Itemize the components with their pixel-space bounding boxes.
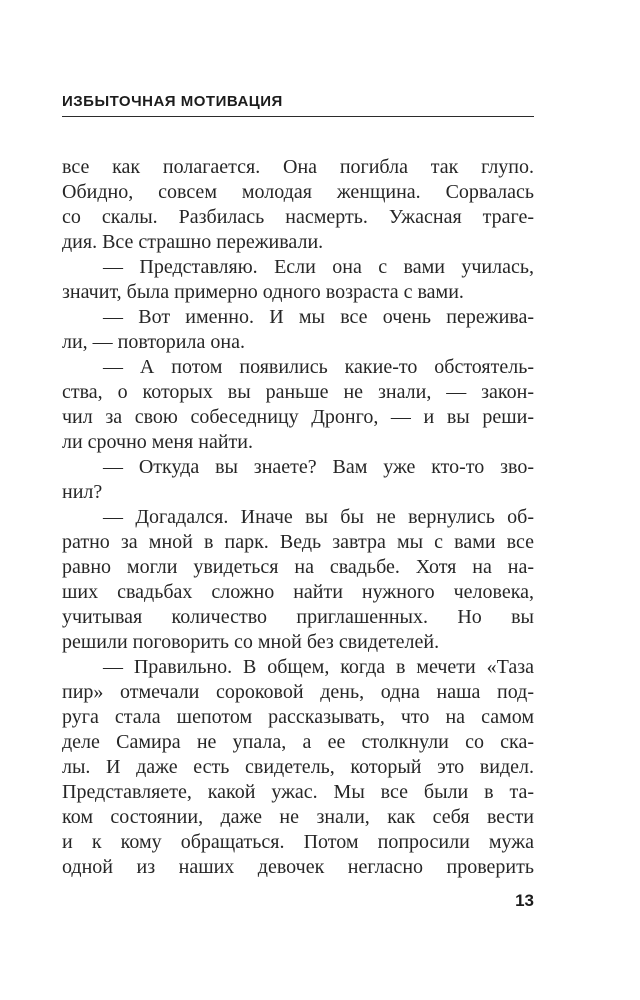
text-line: лы. И даже есть свидетель, который это видел.	[62, 756, 534, 778]
paragraph	[62, 355, 534, 455]
text-line: деле Самира не упала, а ее столкнули со ска-	[62, 731, 534, 753]
text-line: одной из наших девочек негласно проверить	[62, 856, 534, 878]
text-line: ратно за мной в парк. Ведь завтра мы с вами все	[62, 531, 534, 553]
page-footer	[62, 891, 534, 911]
text-line: — Откуда вы знаете? Вам уже кто-то зво-	[103, 456, 534, 478]
text-line: ком состоянии, даже не знали, как себя вести	[62, 806, 534, 828]
text-line: — Догадался. Иначе вы бы не вернулись об-	[103, 506, 534, 528]
text-line: дия. Все страшно переживали.	[62, 231, 324, 253]
text-line: значит, была примерно одного возраста с вами.	[62, 281, 464, 303]
running-header	[62, 93, 534, 117]
text-line: учитывая количество приглашенных. Но вы	[62, 606, 534, 628]
text-line: — Правильно. В общем, когда в мечети «Таза	[103, 656, 534, 678]
text-line: чил за свою собеседницу Дронго, — и вы реши-	[62, 406, 534, 428]
paragraph	[62, 655, 534, 880]
paragraph	[62, 255, 534, 305]
text-line: — А потом появились какие-то обстоятель-	[103, 356, 534, 378]
page-number: 13	[515, 891, 534, 910]
text-line: руга стала шепотом рассказывать, что на самом	[62, 706, 534, 728]
text-line: все как полагается. Она погибла так глупо.	[62, 156, 534, 178]
text-line: равно могли увидеться на свадьбе. Хотя на на-	[62, 556, 534, 578]
text-line: — Вот именно. И мы все очень пережива-	[103, 306, 534, 328]
header-rule	[62, 116, 534, 117]
page-text	[62, 155, 534, 880]
text-line: ли, — повторила она.	[62, 331, 245, 353]
text-line: нил?	[62, 481, 103, 503]
text-line: ли срочно меня найти.	[62, 431, 253, 453]
paragraph	[62, 505, 534, 655]
chapter-title: ИЗБЫТОЧНАЯ МОТИВАЦИЯ	[62, 93, 283, 110]
paragraph	[62, 155, 534, 255]
text-line: со скалы. Разбилась насмерть. Ужасная траге-	[62, 206, 534, 228]
text-line: ства, о которых вы раньше не знали, — закон-	[62, 381, 534, 403]
paragraph	[62, 305, 534, 355]
text-line: решили поговорить со мной без свидетелей.	[62, 631, 440, 653]
text-line: ших свадьбах сложно найти нужного человека,	[62, 581, 534, 603]
text-line: и к кому обращаться. Потом попросили мужа	[62, 831, 534, 853]
text-line: пир» отмечали сороковой день, одна наша под-	[62, 681, 534, 703]
text-line: Обидно, совсем молодая женщина. Сорвалась	[62, 181, 534, 203]
paragraph	[62, 455, 534, 505]
text-line: — Представляю. Если она с вами училась,	[103, 256, 534, 278]
text-line: Представляете, какой ужас. Мы все были в та-	[62, 781, 534, 803]
